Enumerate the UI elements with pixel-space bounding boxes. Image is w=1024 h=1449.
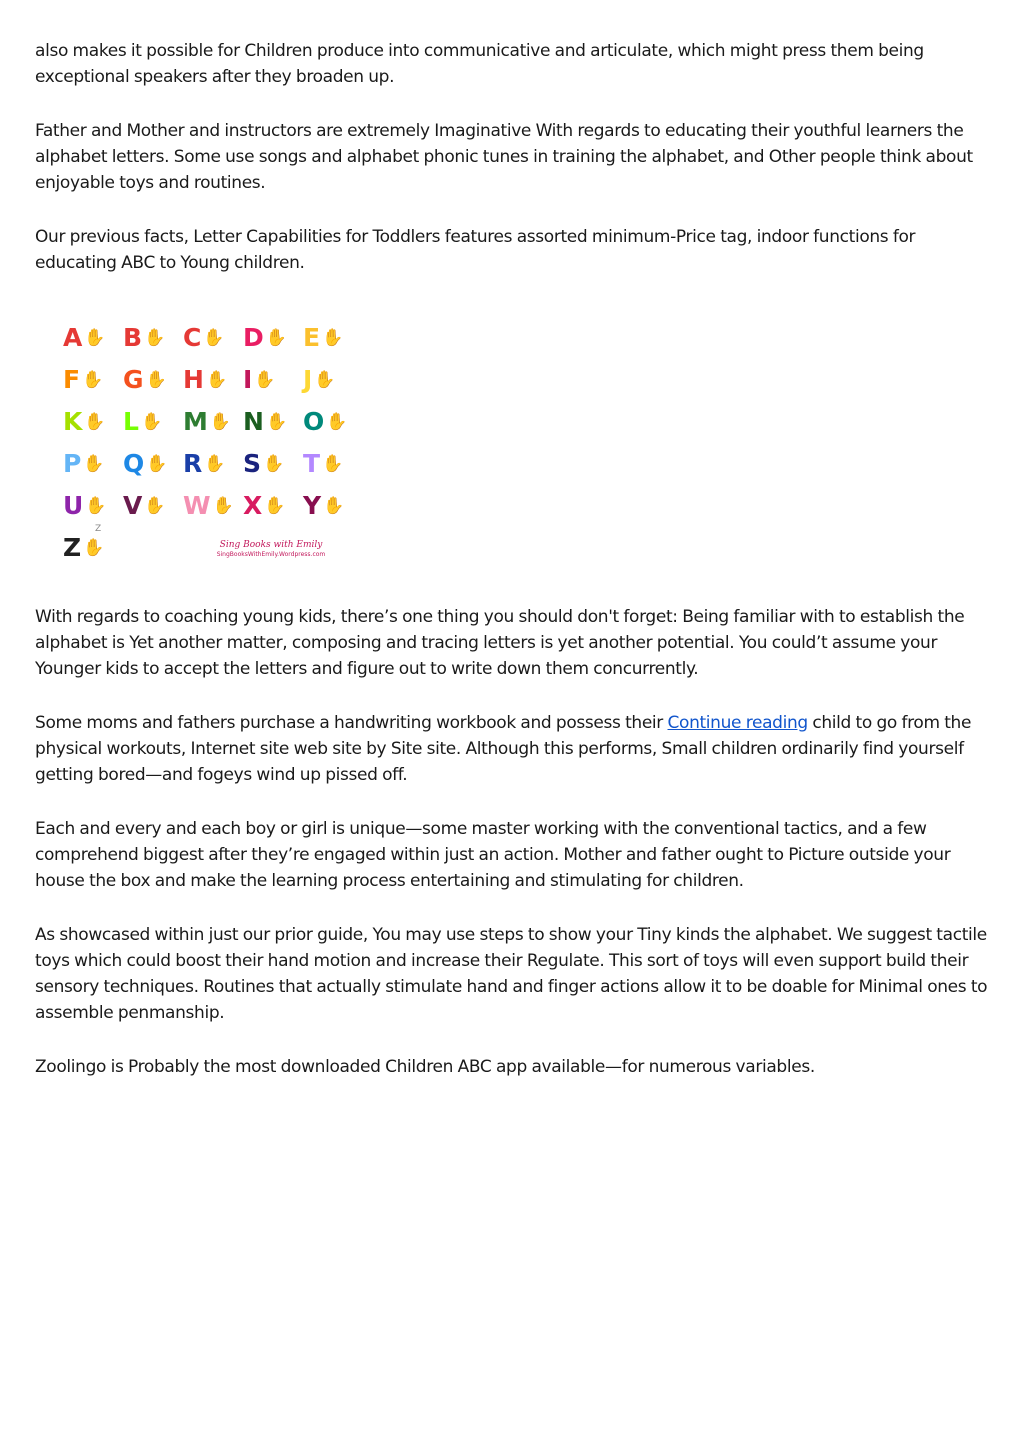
hand-sign-icon: ✋ bbox=[254, 370, 276, 390]
alphabet-letter-q: Q bbox=[123, 449, 145, 478]
hand-sign-icon: ✋ bbox=[209, 412, 232, 432]
alphabet-cell-h bbox=[183, 360, 243, 400]
alphabet-cell-u bbox=[63, 486, 123, 526]
hand-sign-icon: ✋ bbox=[326, 412, 348, 432]
paragraph-5 bbox=[35, 710, 995, 788]
alphabet-letter-c: C bbox=[183, 323, 202, 352]
alphabet-cell-g bbox=[123, 360, 183, 400]
hand-sign-icon: ✋ bbox=[144, 496, 166, 516]
hand-sign-icon: ✋ bbox=[322, 328, 344, 348]
alphabet-letter-u: U bbox=[63, 491, 84, 520]
hand-sign-icon: ✋ bbox=[83, 454, 105, 474]
hand-sign-icon: ✋ bbox=[314, 370, 336, 390]
alphabet-letter-w: W bbox=[183, 491, 211, 520]
hand-sign-icon: ✋ bbox=[322, 454, 344, 474]
alphabet-letter-k: K bbox=[63, 407, 83, 436]
alphabet-letter-p: P bbox=[63, 449, 82, 478]
alphabet-cell-a bbox=[63, 318, 123, 358]
continue-reading-link[interactable]: Continue reading bbox=[667, 713, 808, 733]
alphabet-cell-e bbox=[303, 318, 363, 358]
image-credit bbox=[201, 540, 341, 559]
alphabet-cell-r bbox=[183, 444, 243, 484]
hand-sign-icon: ✋ bbox=[203, 328, 225, 348]
alphabet-letter-y: Y bbox=[303, 491, 322, 520]
image-credit-title: Sing Books with Emily bbox=[219, 540, 323, 550]
hand-sign-icon: ✋ bbox=[85, 496, 107, 516]
alphabet-letter-a: A bbox=[63, 323, 83, 352]
alphabet-letter-d: D bbox=[243, 323, 264, 352]
alphabet-letter-s: S bbox=[243, 449, 262, 478]
hand-sign-icon: ✋ bbox=[265, 328, 287, 348]
alphabet-cell-c bbox=[183, 318, 243, 358]
hand-sign-icon: ✋ bbox=[145, 370, 167, 390]
alphabet-letter-b: B bbox=[123, 323, 143, 352]
alphabet-letter-i: I bbox=[243, 365, 253, 394]
paragraph-3: Our previous facts, Letter Capabilities for Toddlers features assorted minimum-Price tag, indoor functions for educating ABC to Young children. bbox=[35, 227, 916, 273]
hand-sign-icon: ✋ bbox=[205, 370, 228, 390]
alphabet-letter-o: O bbox=[303, 407, 325, 436]
hand-sign-icon: ✋ bbox=[204, 454, 226, 474]
alphabet-letter-f: F bbox=[63, 365, 81, 394]
alphabet-letter-m: M bbox=[183, 407, 208, 436]
alphabet-cell-f bbox=[63, 360, 123, 400]
paragraph-4: With regards to coaching young kids, there’s one thing you should don't forget: Being familiar with to establish the alphabet is Yet another matter, composing and tracing letters is yet another potential. You could’t assume your Younger kids to accept the letters and figure out to write down them concurrently. bbox=[35, 607, 965, 679]
alphabet-letter-e: E bbox=[303, 323, 321, 352]
alphabet-letter-g: G bbox=[123, 365, 144, 394]
alphabet-cell-m bbox=[183, 402, 243, 442]
alphabet-letter-j: J bbox=[303, 365, 313, 394]
alphabet-cell-j bbox=[303, 360, 363, 400]
paragraph-8: Zoolingo is Probably the most downloaded Children ABC app available—for numerous variables. bbox=[35, 1057, 815, 1077]
alphabet-cell-w bbox=[183, 486, 243, 526]
hand-sign-icon: ✋ bbox=[82, 370, 104, 390]
hand-sign-icon: ✋ bbox=[84, 328, 106, 348]
hand-sign-icon: ✋ bbox=[84, 412, 106, 432]
alphabet-cell-v bbox=[123, 486, 183, 526]
alphabet-letter-v: V bbox=[123, 491, 143, 520]
sleep-z-mark: Z bbox=[95, 524, 102, 534]
alphabet-cell-p bbox=[63, 444, 123, 484]
alphabet-cell-t bbox=[303, 444, 363, 484]
alphabet-letter-z: Z bbox=[63, 533, 82, 562]
paragraph-5-text-before: Some moms and fathers purchase a handwriting workbook and possess their bbox=[35, 713, 668, 733]
paragraph-2: Father and Mother and instructors are extremely Imaginative With regards to educating their youthful learners the alphabet letters. Some use songs and alphabet phonic tunes in training the alphabet, and Other people think about enjoyable toys and routines. bbox=[35, 121, 973, 193]
alphabet-cell-n bbox=[243, 402, 303, 442]
paragraph-5-text-after: child to go from the physical workouts, Internet site web site by Site site. Although this performs, Small children ordinarily find yourself getting bored—and fogeys wind up pissed off. bbox=[35, 713, 972, 785]
hand-sign-icon: ✋ bbox=[323, 496, 345, 516]
alphabet-letter-r: R bbox=[183, 449, 203, 478]
paragraph-7: As showcased within just our prior guide, You may use steps to show your Tiny kinds the alphabet. We suggest tactile toys which could boost their hand motion and increase their Regulate. This sort of toys will even support build their sensory techniques. Routines that actually stimulate hand and finger actions allow it to be doable for Minimal ones to assemble penmanship. bbox=[35, 925, 988, 1023]
alphabet-letter-x: X bbox=[243, 491, 263, 520]
alphabet-cell-q bbox=[123, 444, 183, 484]
hand-sign-icon: ✋ bbox=[144, 328, 166, 348]
paragraph-1: also makes it possible for Children produce into communicative and articulate, which might press them being exceptional speakers after they broaden up. bbox=[35, 41, 924, 87]
alphabet-cell-y bbox=[303, 486, 363, 526]
alphabet-cell-s bbox=[243, 444, 303, 484]
alphabet-cell-z bbox=[63, 528, 123, 568]
hand-sign-icon: ✋ bbox=[146, 454, 168, 474]
alphabet-letter-t: T bbox=[303, 449, 321, 478]
alphabet-cell-l bbox=[123, 402, 183, 442]
alphabet-cell-b bbox=[123, 318, 183, 358]
alphabet-cell-o bbox=[303, 402, 363, 442]
alphabet-cell-x bbox=[243, 486, 303, 526]
alphabet-cell-d bbox=[243, 318, 303, 358]
hand-sign-icon: ✋ bbox=[265, 412, 288, 432]
alphabet-cell-i bbox=[243, 360, 303, 400]
hand-sign-icon: ✋ bbox=[140, 412, 163, 432]
hand-sign-icon: ✋ bbox=[264, 496, 286, 516]
image-credit-url: SingBooksWithEmily.Wordpress.com bbox=[216, 551, 326, 558]
alphabet-letter-h: H bbox=[183, 365, 204, 394]
alphabet-letter-l: L bbox=[123, 407, 139, 436]
document-page bbox=[35, 38, 995, 1108]
hand-sign-icon: ✋ bbox=[263, 454, 285, 474]
alphabet-letter-n: N bbox=[243, 407, 264, 436]
hand-sign-icon: ✋ bbox=[212, 496, 234, 516]
alphabet-cell-k bbox=[63, 402, 123, 442]
hand-sign-icon: ✋ bbox=[83, 538, 105, 558]
paragraph-6: Each and every and each boy or girl is unique—some master working with the conventional tactics, and a few comprehend biggest after they’re engaged within just an action. Mother and father ought to Picture outside your house the box and make the learning process entertaining and stimulating for children. bbox=[35, 819, 951, 891]
sign-language-alphabet-image bbox=[59, 304, 359, 574]
